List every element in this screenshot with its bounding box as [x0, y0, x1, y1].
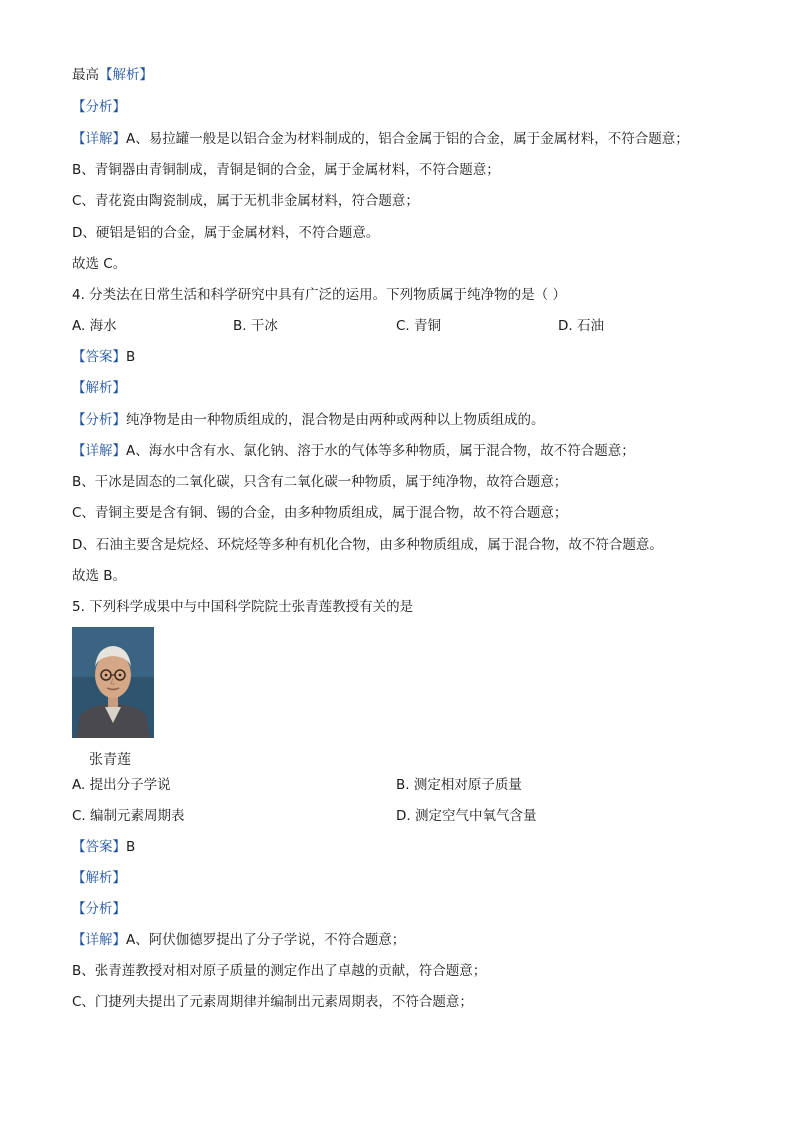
- xiangjie-text: A、海水中含有水、氯化钠、溶于水的气体等多种物质，属于混合物，故不符合题意；: [126, 443, 635, 459]
- q4-option-a: A. 海水: [72, 318, 117, 334]
- answer-value: B: [126, 839, 136, 855]
- q4-option-d: D. 石油: [558, 318, 604, 334]
- q5-answer: [72, 838, 135, 856]
- portrait-caption: 张青莲: [89, 752, 131, 768]
- q4-explain-c: C、青铜主要是含有铜、锡的合金，由多种物质组成，属于混合物，故不符合题意；: [72, 505, 568, 521]
- prev-option-c-explain: C、青花瓷由陶瓷制成，属于无机非金属材料，符合题意；: [72, 193, 419, 209]
- xiangjie-text: A、易拉罐一般是以铝合金为材料制成的，铝合金属于铝的合金，属于金属材料，不符合题意；: [126, 131, 689, 147]
- q5-option-a: A. 提出分子学说: [72, 777, 171, 793]
- q4-analysis-tag: 【解析】: [72, 380, 126, 396]
- prev-option-d-explain: D、硬铝是铝的合金，属于金属材料，不符合题意。: [72, 225, 380, 241]
- q4-conclusion: 故选 B。: [72, 568, 127, 584]
- q5-explain-b: B、张青莲教授对相对原子质量的测定作出了卓越的贡献，符合题意；: [72, 963, 487, 979]
- q5-option-d: D. 测定空气中氧气含量: [396, 808, 537, 824]
- q4-explain-d: D、石油主要含是烷烃、环烷烃等多种有机化合物，由多种物质组成，属于混合物，故不符合题意。: [72, 537, 663, 553]
- portrait-illustration: [72, 627, 154, 738]
- q4-option-b: B. 干冰: [233, 318, 278, 334]
- answer-tag: 【答案】: [72, 349, 126, 365]
- q4-xiangjie: [72, 442, 635, 460]
- q5-fenxi-tag: 【分析】: [72, 901, 126, 917]
- analysis-tag: 【解析】: [99, 67, 153, 83]
- q5-explain-c: C、门捷列夫提出了元素周期律并编制出元素周期表，不符合题意；: [72, 994, 473, 1010]
- fenxi-tag: 【分析】: [72, 412, 126, 428]
- xiangjie-text: A、阿伏伽德罗提出了分子学说，不符合题意；: [126, 932, 406, 948]
- prev-text: 最高: [72, 67, 99, 83]
- prev-option-b-explain: B、青铜器由青铜制成，青铜是铜的合金，属于金属材料，不符合题意；: [72, 162, 500, 178]
- prev-conclusion: 故选 C。: [72, 256, 127, 272]
- fenxi-tag: 【分析】: [72, 99, 126, 115]
- answer-tag: 【答案】: [72, 839, 126, 855]
- q5-analysis-tag: 【解析】: [72, 870, 126, 886]
- prev-xiangjie: [72, 130, 689, 148]
- q4-fenxi: [72, 411, 545, 429]
- q4-explain-b: B、干冰是固态的二氧化碳，只含有二氧化碳一种物质，属于纯净物，故符合题意；: [72, 474, 568, 490]
- xiangjie-tag: 【详解】: [72, 932, 126, 948]
- q4-answer: [72, 348, 135, 366]
- q4-stem: 4. 分类法在日常生活和科学研究中具有广泛的运用。下列物质属于纯净物的是（ ）: [72, 287, 566, 303]
- q5-xiangjie: [72, 931, 405, 949]
- q5-option-b: B. 测定相对原子质量: [396, 777, 522, 793]
- prev-line-1: [72, 66, 153, 84]
- portrait-photo: [72, 627, 154, 738]
- q5-stem: 5. 下列科学成果中与中国科学院院士张青莲教授有关的是: [72, 599, 414, 615]
- fenxi-text: 纯净物是由一种物质组成的，混合物是由两种或两种以上物质组成的。: [126, 412, 545, 428]
- xiangjie-tag: 【详解】: [72, 131, 126, 147]
- xiangjie-tag: 【详解】: [72, 443, 126, 459]
- q4-option-c: C. 青铜: [396, 318, 442, 334]
- q5-option-c: C. 编制元素周期表: [72, 808, 185, 824]
- answer-value: B: [126, 349, 136, 365]
